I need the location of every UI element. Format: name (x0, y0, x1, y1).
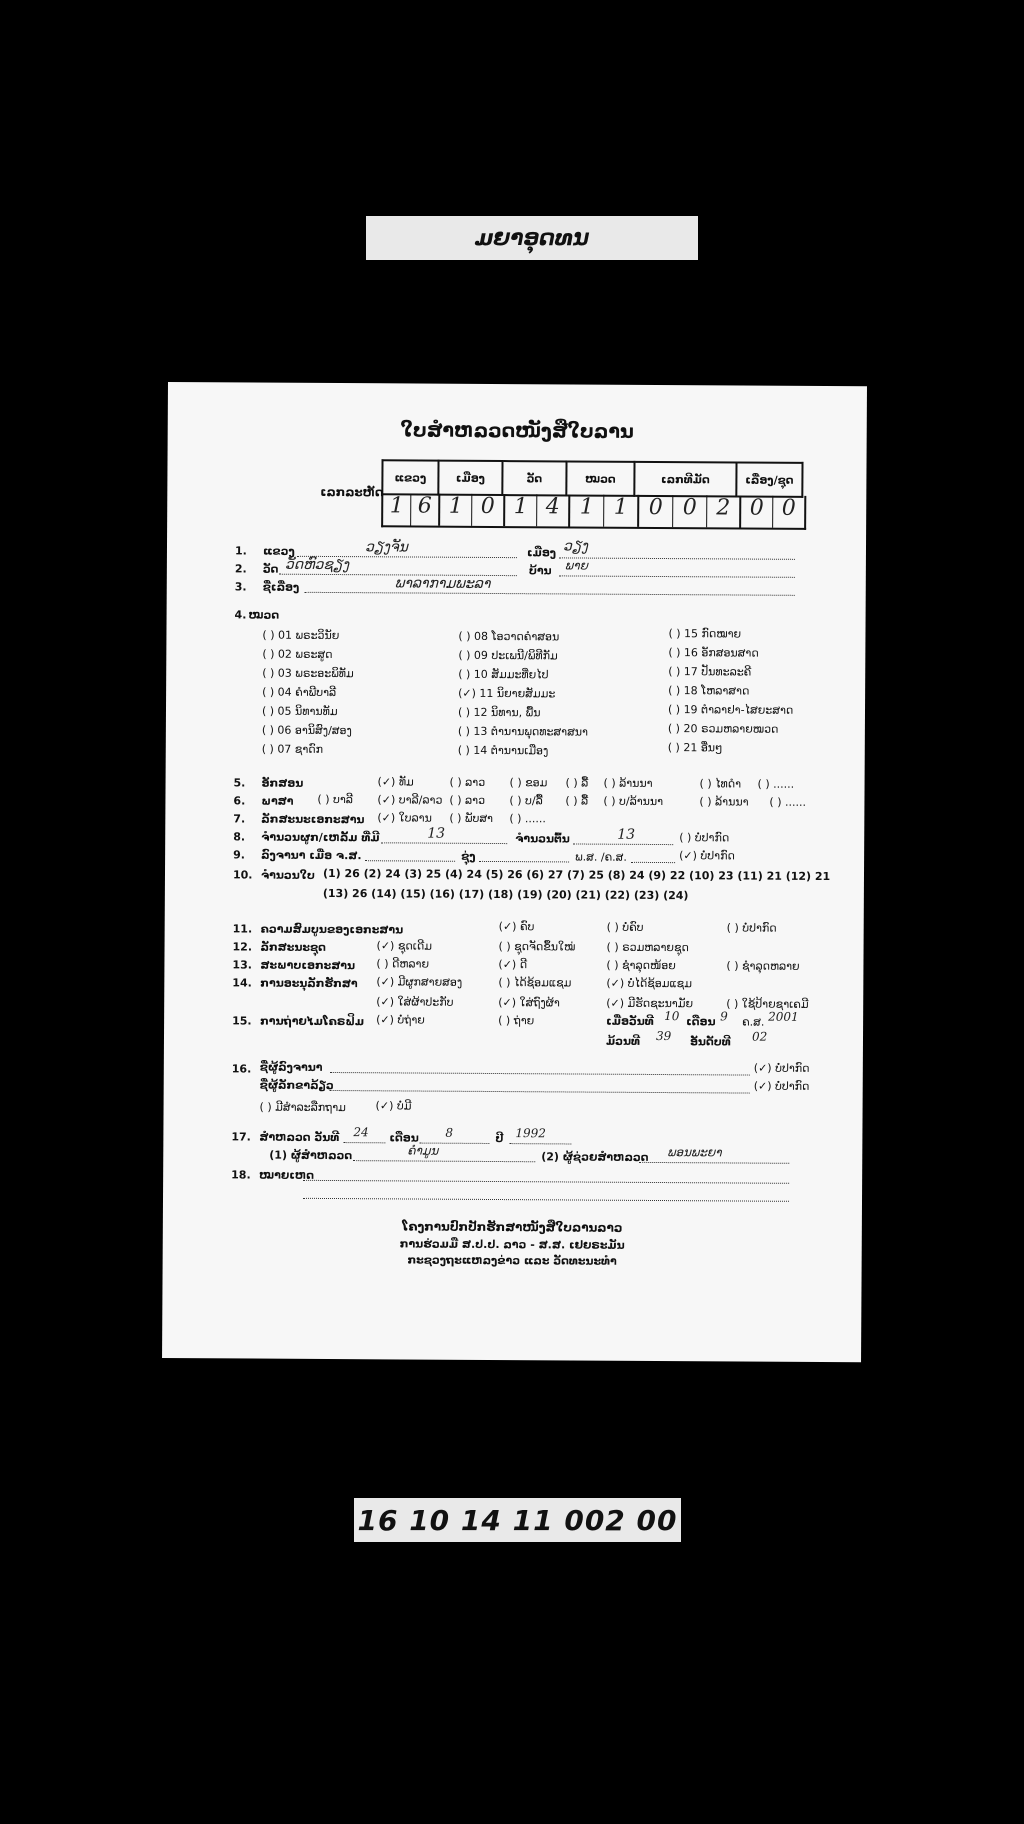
code-label: ເລກລະຫັດ (320, 484, 384, 500)
code-header: ເມືອງ (438, 461, 502, 495)
language-option: ( ) ບ/ລື້ (509, 794, 543, 808)
condition-label: ສະພາບເອກະສານ (260, 958, 356, 973)
bottom-film-label: 16 10 14 11 002 00 (354, 1498, 681, 1542)
code-digit: 1 (604, 495, 639, 527)
inscribed-be-label: ພ.ສ. /ຄ.ສ. (575, 850, 627, 864)
set-option: ( ) ຊຸດຈັດຂຶ້ນໃໝ່ (498, 940, 576, 954)
script-option: ( ) ລາວ (449, 775, 486, 789)
row-number: 12. (232, 940, 253, 954)
category-option: ( ) 03 ພຣະອະພິທັມ (262, 666, 354, 681)
row-number: 3. (234, 580, 247, 594)
footer-line: ການຮ່ວມມື ສ.ປ.ປ. ລາວ - ສ.ສ. ເຢຍຣະມັນ (399, 1237, 625, 1252)
bundles-label: ຈຳນວນຜູກ/ເຫລັ້ມ ທີ່ມີ (261, 830, 380, 845)
language-option: ( ) ລື້ (565, 794, 589, 808)
code-header: ເລກທີມັດ (634, 462, 736, 497)
row-number: 10. (232, 868, 253, 882)
category-option: ( ) 12 ນິທານ, ພື້ນ (457, 705, 541, 720)
reel-label: ມ້ວນທີ (605, 1034, 641, 1048)
category-option: ( ) 20 ຣວມຫລາຍໝວດ (667, 722, 779, 736)
code-digit: 0 (639, 495, 673, 527)
microfilm-month-label: ເດືອນ (686, 1015, 716, 1029)
scribe-label: ຊື່ຜູ້ລົງຈານາ (259, 1060, 323, 1074)
preservation-option: (✓) ມີຜູກສາຍສອງ (376, 975, 463, 989)
top-film-label: ມຍາອຸດທນ (366, 216, 698, 260)
bundles-value: 13 (427, 825, 446, 842)
microfilm-month: 9 (720, 1009, 728, 1024)
code-header: ເລື່ອງ/ຊຸດ (736, 462, 802, 496)
completeness-option: ( ) ບໍ່ປາກົດ (726, 921, 777, 935)
code-digit: 1 (383, 493, 411, 525)
row-number: 13. (232, 958, 252, 972)
preservation-option: (✓) ໃສ່ຜ້າປະກັບ (376, 995, 454, 1009)
category-option: ( ) 14 ຕຳນານເມືອງ (457, 743, 549, 758)
microfilm-year-label: ຄ.ສ. (742, 1015, 765, 1029)
inscribed-era-label: ຊຸ່ງ (461, 849, 476, 863)
language-option: ( ) ...... (769, 795, 807, 809)
set-label: ລັກສະນະຊຸດ (260, 940, 326, 954)
material-option: ( ) ພັບສາ (449, 811, 494, 825)
preservation-option: ( ) ໄດ້ຊ້ອມແຊມ (498, 976, 572, 990)
category-option: ( ) 05 ນິທານທັມ (261, 704, 338, 719)
code-header: ແຂວງ (382, 460, 438, 494)
script-option: ( ) ...... (757, 777, 795, 791)
survey-month-label: ເດືອນ (389, 1131, 419, 1145)
row-number: 5. (233, 776, 246, 790)
inscribed-unknown-option: (✓) ບໍ່ປາກົດ (679, 849, 735, 863)
row-number: 17. (231, 1130, 251, 1144)
bundles-unknown-option: ( ) ບໍ່ປາກົດ (679, 831, 730, 845)
province-value: ວຽງຈັນ (364, 539, 408, 556)
category-option: ( ) 16 ອັກສອນສາດ (668, 646, 759, 660)
preservation-option: (✓) ບໍ່ໄດ້ຊ້ອມແຊມ (606, 976, 692, 991)
temple-label: ວັດ (262, 562, 279, 576)
temple-value: ວັດຫົວຊຽງ (284, 556, 350, 574)
set-option: (✓) ຊຸດເດີມ (376, 939, 432, 953)
code-digit: 4 (537, 494, 570, 526)
district-label: ເມືອງ (526, 546, 557, 560)
leaves-counts-line2: (13) 26 (14) (15) (16) (17) (18) (19) (20) (21) (22) (23) (24) (322, 886, 689, 903)
category-option: ( ) 19 ຕຳລາຢາ-ໄສຍະສາດ (667, 703, 794, 717)
row-number: 4. (234, 608, 247, 622)
row-number: 8. (233, 830, 246, 844)
microfilm-day: 10 (664, 1009, 680, 1024)
microfilm-year: 2001 (768, 1009, 799, 1024)
microfilm-label: ການຖ່າຍໄມໂຄຣຟິມ (260, 1014, 365, 1029)
code-digit: 0 (741, 496, 773, 528)
district-value: ວຽງ (562, 538, 588, 555)
code-header: ວັດ (502, 461, 566, 495)
script-label: ອັກສອນ (261, 776, 304, 790)
language-option: (✓) ບາລີ/ລາວ (377, 793, 443, 807)
remarks-label: ໝາຍເຫດ (259, 1168, 315, 1182)
originals-label: ຈຳນວນຕົ້ນ (515, 832, 570, 846)
condition-option: (✓) ດີ (498, 958, 528, 972)
script-option: ( ) ໄທດຳ (699, 777, 742, 791)
set-option: ( ) ຣວມຫລາຍຊຸດ (606, 940, 689, 955)
surveyor-name: ຄຳມູນ (407, 1143, 439, 1158)
language-option: ( ) ລ້ານນາ (699, 795, 749, 809)
survey-year-label: ປີ (495, 1132, 504, 1146)
language-option: ( ) ບາລີ (317, 792, 354, 807)
category-option: ( ) 01 ພຣະວິນັຍ (262, 628, 340, 643)
category-option: ( ) 08 ໂອວາດຄຳສອນ (458, 629, 560, 644)
frame-label: ອັນດັບທີ (689, 1035, 731, 1049)
survey-form-sheet (162, 382, 867, 1362)
preservation-option: ( ) ໃຊ້ປ້າຍຊາເຄມີ (726, 997, 809, 1011)
village-label: ບ້ານ (528, 564, 552, 578)
title-label: ຊື່ເລື່ອງ (262, 580, 300, 594)
condition-option: ( ) ຊຳລຸດໜ້ອຍ (606, 958, 676, 973)
assistant-label: (2) ຜູ້ຊ່ວຍສຳຫລວດ (541, 1150, 649, 1164)
row-number: 2. (234, 562, 247, 576)
row-number: 14. (232, 976, 252, 990)
material-option: ( ) ...... (509, 812, 546, 826)
code-digit: 1 (505, 494, 537, 526)
code-header: ໝວດ (566, 461, 634, 495)
row-number: 18. (231, 1168, 251, 1182)
language-option: ( ) ລາວ (449, 793, 486, 807)
colophon-option: (✓) ບໍ່ມີ (375, 1099, 412, 1113)
survey-date-label: ສຳຫລວດ ວັນທີ (259, 1130, 340, 1145)
script-option: ( ) ລື້ (565, 776, 589, 790)
category-option: ( ) 10 ສັມມະທີ່ຍໄປ (458, 667, 549, 682)
microfilm-date-label: ເມື່ອວັນທີ (606, 1014, 654, 1028)
preservation-option: (✓) ໃສ່ຖົງຜ້າ (498, 996, 560, 1010)
code-digit: 0 (781, 495, 796, 521)
sponsor-label: ຊື່ຜູ້ລັກຂາລ້ຽວ (259, 1078, 334, 1093)
completeness-option: (✓) ຄົບ (498, 920, 535, 934)
code-digit: 6 (411, 493, 440, 525)
completeness-label: ຄວາມສົມບູນຂອງເອກະສານ (260, 922, 404, 937)
code-digit: 0 (673, 495, 707, 527)
leaves-counts-line1: (1) 26 (2) 24 (3) 25 (4) 24 (5) 26 (6) 27 (7) 25 (8) 24 (9) 22 (10) 23 (11) 21 (12) 21 (322, 866, 831, 884)
script-option: ( ) ຂອມ (509, 776, 548, 790)
code-digit: 1 (440, 494, 472, 526)
category-option: ( ) 13 ຕຳນານພຸດທະສາສນາ (457, 724, 589, 739)
microfilm-option: (✓) ບໍ່ຖ່າຍ (376, 1013, 425, 1027)
frame-value: 02 (751, 1029, 768, 1044)
row-number: 16. (231, 1062, 252, 1076)
leaves-label: ຈຳນວນໃບ (260, 868, 315, 882)
originals-value: 13 (617, 826, 636, 843)
code-digits-row (381, 493, 806, 530)
microfilm-option: ( ) ຖ່າຍ (498, 1014, 535, 1028)
footer-line: ກະຊວງຖະແຫລງຂ່າວ ແລະ ວັດທະນະທຳ (407, 1253, 617, 1268)
category-option: ( ) 17 ປັນທະລະຄີ (668, 665, 752, 679)
reel-value: 39 (655, 1028, 672, 1044)
material-label: ລັກສະນະເອກະສານ (261, 812, 365, 827)
language-label: ພາສາ (261, 794, 294, 808)
material-option: (✓) ໃບລານ (377, 811, 432, 825)
code-digit: 2 (707, 495, 741, 527)
title-value: ພາລາກາມພະລາ (394, 575, 491, 592)
assistant-name: ພອນພະຍາ (667, 1145, 722, 1160)
category-option: ( ) 18 ໂຫລາສາດ (668, 684, 750, 698)
code-table (381, 459, 803, 498)
category-option: ( ) 15 ກົດໝາຍ (668, 627, 742, 641)
surveyor-label: (1) ຜູ້ສຳຫລວດ (269, 1148, 353, 1163)
form-title: ໃບສຳຫລວດໜັງສືໃບລານ (400, 419, 634, 443)
row-number: 7. (233, 812, 246, 826)
category-option: ( ) 04 ຄຳພີບາລີ (262, 685, 337, 700)
colophon-option: ( ) ມີສຳລະລືກຖາມ (259, 1100, 346, 1115)
footer-line: ໂຄງການປົກປັກຮັກສາໜັງສືໃບລານລາວ (402, 1219, 623, 1235)
survey-day: 24 (353, 1125, 369, 1140)
category-option: ( ) 07 ຊາດົກ (261, 742, 324, 756)
language-option: ( ) ບ/ລ້ານນາ (603, 794, 664, 809)
script-option: ( ) ລ້ານນາ (603, 776, 653, 790)
code-digit: 1 (570, 494, 604, 526)
row-number: 1. (234, 544, 247, 558)
survey-month: 8 (445, 1125, 454, 1140)
category-option: ( ) 02 ພຣະສູດ (262, 647, 333, 662)
sponsor-unknown-option: (✓) ບໍ່ປາກົດ (753, 1079, 810, 1093)
row-number: 9. (233, 848, 245, 862)
category-option: ( ) 09 ປະເພນີ/ພິທີກັມ (458, 648, 558, 663)
category-option: (✓) 11 ນິຍາຍສັມມະ (458, 686, 556, 701)
category-option: ( ) 21 ອື່ນໆ (667, 741, 723, 755)
village-value: ພາຍ (564, 558, 588, 573)
code-digit: 0 (472, 494, 505, 526)
condition-option: ( ) ດີຫລາຍ (376, 957, 430, 971)
survey-year: 1992 (515, 1126, 547, 1141)
preservation-option: (✓) ມີຮັດຊະນາມັຍ (606, 996, 694, 1011)
scribe-unknown-option: (✓) ບໍ່ປາກົດ (753, 1061, 810, 1075)
category-option: ( ) 06 ອານິສົງ/ສອງ (261, 723, 352, 738)
condition-option: ( ) ຊຳລຸດຫລາຍ (726, 959, 800, 973)
row-number: 11. (232, 922, 253, 936)
script-option: (✓) ທັມ (377, 775, 414, 789)
row-number: 15. (232, 1014, 252, 1028)
preservation-label: ການອະນຸລັກຮັກສາ (260, 976, 358, 991)
inscribed-label: ລົງຈານາ ເມື່ອ ຈ.ສ. (261, 848, 362, 863)
category-label: ໝວດ (248, 608, 280, 622)
row-number: 6. (233, 794, 246, 808)
completeness-option: ( ) ບໍ່ຄົບ (606, 920, 644, 934)
province-label: ແຂວງ (262, 544, 295, 558)
